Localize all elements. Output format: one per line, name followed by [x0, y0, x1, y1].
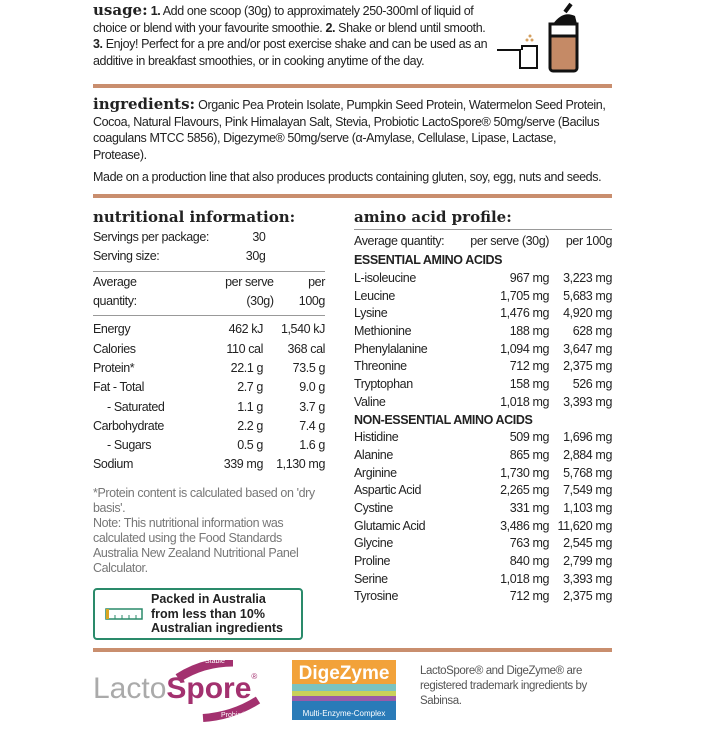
table-row: Tyrosine 712 mg 2,375 mg: [354, 589, 612, 604]
nutrition-title: nutritional information:: [93, 207, 296, 226]
footer: [93, 657, 612, 724]
divider: [93, 648, 612, 652]
table-row: - Sugars 0.5 g 1.6 g: [107, 438, 325, 453]
nutrition-panel: nutritional information: Servings per package: 30 Serving size: 30g Average per serve per quantity: (30g) 100g Energy 462 kJ 1,540 kJ Calories 110 cal 368 cal Protein* 22.1 g 73.5 g Fat - Total 2.7 g 9.0 g - Saturated 1.1 g 3.7 g Carbohydrate 2.2 g 7.4 g - Sugars 0.5 g 1.6 g Sodium 339 mg 1,130 mg *Protein content is calculated based on 'dry basis'. Note: This nutritional information was calculated using the Food Standards Australia New Zealand Nutritional Panel Calculator. Packed in Australia from less than 10% Australian ingredients: [93, 208, 325, 640]
table-row: Histidine 509 mg 1,696 mg: [354, 430, 612, 445]
digezyme-logo: DigeZyme Multi-Enzyme-Complex: [292, 660, 396, 720]
table-row: Threonine 712 mg 2,375 mg: [354, 359, 612, 374]
table-row: Glutamic Acid 3,486 mg 11,620 mg: [354, 518, 612, 533]
trademark-note: LactoSpore® and DigeZyme® are registered trademark ingredients by Sabinsa.: [420, 664, 587, 707]
table-row: Protein* 22.1 g 73.5 g: [93, 360, 325, 375]
divider: [93, 84, 612, 88]
divider: [93, 194, 612, 198]
table-row: L-isoleucine 967 mg 3,223 mg: [354, 271, 612, 286]
ruler-bar-icon: [105, 608, 143, 620]
nutrition-note: Note: This nutritional information was calculated using the Food Standards Australia New Zealand Nutritional Panel Calculator.: [93, 516, 299, 576]
allergen-statement: Made on a production line that also produces products containing gluten, soy, egg, nuts and seeds.: [93, 170, 602, 184]
usage-section: usage: 1. Add one scoop (30g) to approximately 250-300ml of liquid of choice or blend with your favourite smoothie. 2. Shake or blend until smooth. 3. Enjoy! Perfect for a pre and/or post exercise shake and can be used as an additive in breakfast smoothies, or in cooking anytime of the day.: [93, 1, 488, 68]
usage-area: [93, 2, 612, 76]
panels-row: [93, 208, 612, 640]
table-row: Fat - Total 2.7 g 9.0 g: [93, 380, 325, 395]
amino-group-label: NON-ESSENTIAL AMINO ACIDS: [354, 412, 533, 427]
table-row: Carbohydrate 2.2 g 7.4 g: [93, 418, 325, 433]
table-row: Energy 462 kJ 1,540 kJ: [93, 322, 325, 337]
protein-footnote: *Protein content is calculated based on 'dry basis'.: [93, 486, 315, 516]
table-row: Methionine 188 mg 628 mg: [354, 324, 612, 339]
table-row: Sodium 339 mg 1,130 mg: [93, 457, 325, 472]
table-row: Arginine 1,730 mg 5,768 mg: [354, 465, 612, 480]
table-row: Leucine 1,705 mg 5,683 mg: [354, 288, 612, 303]
table-row: - Saturated 1.1 g 3.7 g: [107, 399, 325, 414]
amino-title: amino acid profile:: [354, 207, 512, 226]
table-row: Tryptophan 158 mg 526 mg: [354, 377, 612, 392]
amino-group-label: ESSENTIAL AMINO ACIDS: [354, 253, 503, 268]
amino-acid-panel: amino acid profile: Average quantity: per serve (30g) per 100g ESSENTIAL AMINO ACIDS L-isoleucine 967 mg 3,223 mg Leucine 1,705 mg 5,683 mg Lysine 1,476 mg 4,920 mg Methionine 188 mg 628 mg Phenylalanine 1,094 mg 3,647 mg Threonine 712 mg 2,375 mg Tryptophan 158 mg 526 mg Valine 1,018 mg 3,393 mg NON-ESSENTIAL AMINO ACIDS Histidine 509 mg 1,696 mg Alanine 865 mg 2,884 mg Arginine 1,730 mg 5,768 mg Aspartic Acid 2,265 mg 7,549 mg Cystine 331 mg 1,103 mg Glutamic Acid 3,486 mg 11,620 mg Glycine 763 mg 2,545 mg Proline 840 mg 2,799 mg Serine 1,018 mg 3,393 mg Tyrosine 712 mg 2,375 mg: [354, 207, 612, 604]
table-row: Glycine 763 mg 2,545 mg: [354, 536, 612, 551]
table-row: Lysine 1,476 mg 4,920 mg: [354, 306, 612, 321]
table-row: Aspartic Acid 2,265 mg 7,549 mg: [354, 483, 612, 498]
table-row: Serine 1,018 mg 3,393 mg: [354, 571, 612, 586]
table-row: Proline 840 mg 2,799 mg: [354, 554, 612, 569]
lactospore-logo: LactoSpore® Stable Probiotic: [93, 657, 258, 719]
table-row: Valine 1,018 mg 3,393 mg: [354, 394, 612, 409]
ingredients-section: ingredients: Organic Pea Protein Isolate, Pumpkin Seed Protein, Watermelon Seed Protein, Cocoa, Natural Flavours, Pink Himalayan Salt, Stevia, Probiotic LactoSpore® 50mg/serve (Bacilus coagulans MTCC 5856), Digezyme® 50mg/serve (α-Amylase, Cellulase, Lipase, Lactase, Protease).: [93, 95, 606, 162]
table-row: Phenylalanine 1,094 mg 3,647 mg: [354, 341, 612, 356]
table-row: Alanine 865 mg 2,884 mg: [354, 447, 612, 462]
table-row: Calories 110 cal 368 cal: [93, 341, 325, 356]
table-row: Cystine 331 mg 1,103 mg: [354, 500, 612, 515]
packed-in-australia-badge: Packed in Australia from less than 10% Australian ingredients: [93, 588, 303, 640]
shaker-scoop-icon: [495, 2, 595, 74]
